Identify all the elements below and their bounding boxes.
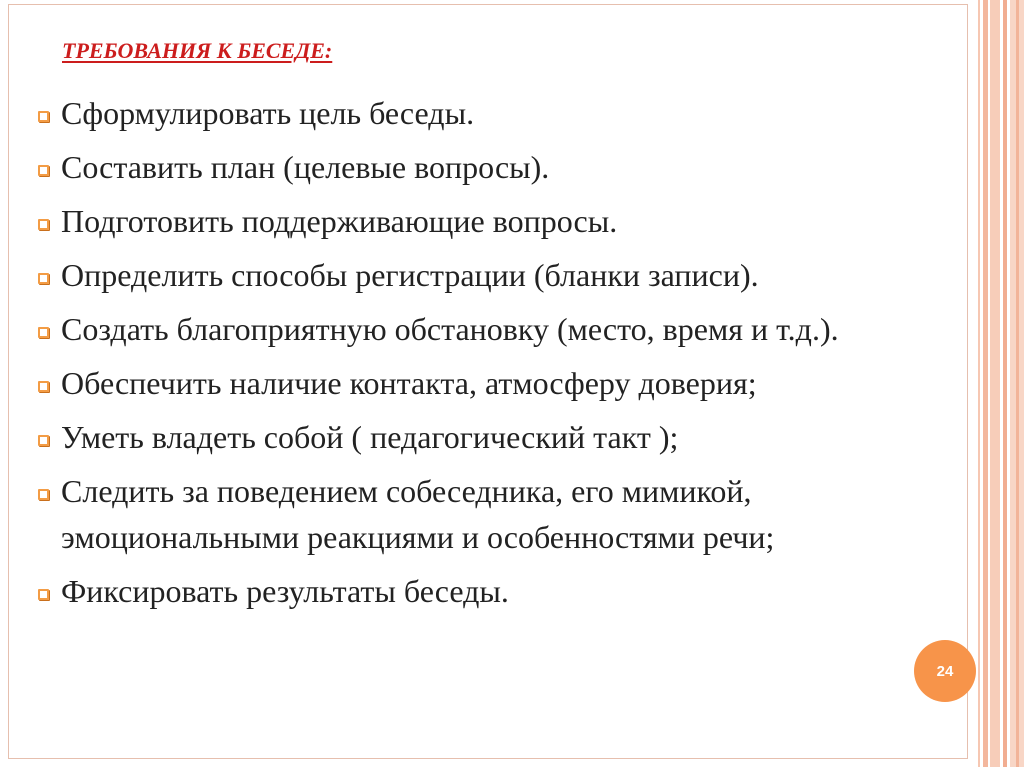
list-item xyxy=(38,414,968,460)
decorative-stripe xyxy=(983,0,988,767)
square-bullet-icon xyxy=(38,435,49,446)
square-bullet-icon xyxy=(38,589,49,600)
list-item xyxy=(38,252,968,298)
list-item-text: Создать благоприятную обстановку (место, время и т.д.). xyxy=(61,311,839,347)
list-item-text: Обеспечить наличие контакта, атмосферу доверия; xyxy=(61,365,757,401)
list-item xyxy=(38,468,968,560)
square-bullet-icon xyxy=(38,165,49,176)
decorative-stripe xyxy=(990,0,1000,767)
list-item-text: Составить план (целевые вопросы). xyxy=(61,149,550,185)
square-bullet-icon xyxy=(38,489,49,500)
decorative-stripe xyxy=(978,0,980,767)
list-item xyxy=(38,198,968,244)
list-item-text: Определить способы регистрации (бланки записи). xyxy=(61,257,759,293)
list-item-text: Следить за поведением собеседника, его мимикой, эмоциональными реакциями и особенностями речи; xyxy=(61,473,775,555)
list-item-text: Подготовить поддерживающие вопросы. xyxy=(61,203,618,239)
square-bullet-icon xyxy=(38,273,49,284)
slide-title: ТРЕБОВАНИЯ К БЕСЕДЕ: xyxy=(62,38,333,63)
square-bullet-icon xyxy=(38,219,49,230)
list-item-text: Фиксировать результаты беседы. xyxy=(61,573,509,609)
list-item-text: Уметь владеть собой ( педагогический такт ); xyxy=(61,419,679,455)
list-item xyxy=(38,90,968,136)
page-number-badge: 24 xyxy=(914,640,976,702)
decorative-stripe xyxy=(1003,0,1007,767)
square-bullet-icon xyxy=(38,381,49,392)
list-item xyxy=(38,306,968,352)
list-item-text: Сформулировать цель беседы. xyxy=(61,95,475,131)
square-bullet-icon xyxy=(38,327,49,338)
requirements-list xyxy=(38,90,968,622)
list-item xyxy=(38,144,968,190)
square-bullet-icon xyxy=(38,111,49,122)
list-item xyxy=(38,360,968,406)
list-item xyxy=(38,568,968,614)
decorative-stripe xyxy=(1016,0,1019,767)
